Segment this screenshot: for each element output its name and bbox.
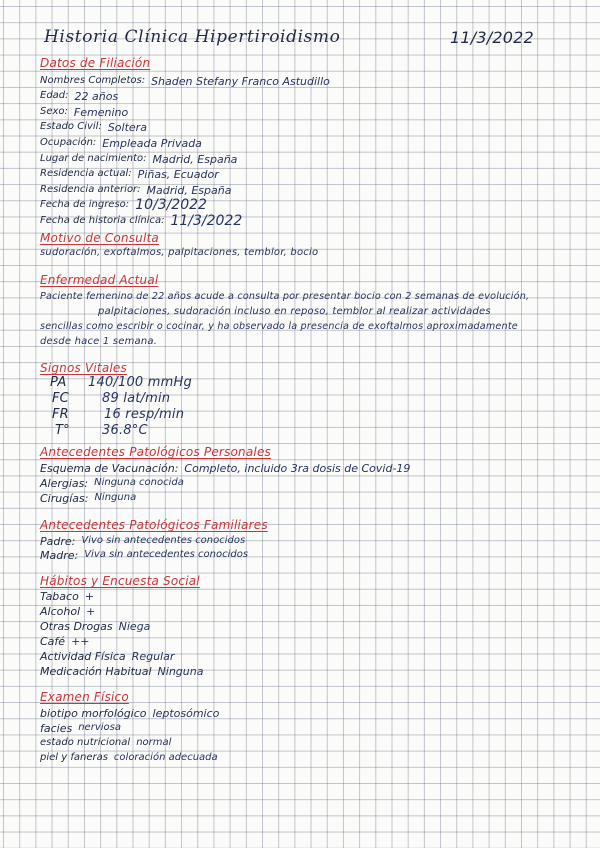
familiares-row [40,549,248,562]
row-value: Ninguna [94,492,137,503]
habitos-row [40,620,150,633]
filiacion-row [40,75,330,88]
vital-value: 140/100 mmHg [88,375,192,390]
motivo-text: sudoración, exoftalmos, palpitaciones, temblor, bocio [40,247,319,258]
habitos-row [40,590,94,603]
row-label: Esquema de Vacunación: [40,462,179,475]
filiacion-row [40,137,202,150]
row-label: Alcohol [40,605,81,618]
row-value: 11/3/2022 [170,213,243,229]
row-value: Soltera [107,121,147,134]
row-label: Residencia actual: [40,168,132,179]
row-label: piel y faneras [40,752,108,763]
filiacion-row [40,215,242,229]
row-value: Empleada Privada [102,137,202,150]
row-value: Ninguna conocida [94,477,184,488]
enfermedad-line: sencillas como escribir o cocinar, y ha observado la presencia de exoftalmos aproximadamente [40,321,518,332]
row-value: nerviosa [78,722,121,733]
examen-row [40,752,218,763]
vital-label: T° [55,423,70,438]
row-label: Sexo: [40,106,68,117]
section-heading-familiares: Antecedentes Patológicos Familiares [40,518,268,532]
row-value: Niega [118,620,151,633]
row-label: Cirugías: [40,492,89,505]
row-label: Madre: [40,549,79,562]
document-title: Historia Clínica Hipertiroidismo [44,27,341,47]
row-label: Residencia anterior: [40,184,141,195]
row-value: Madrid, España [146,184,232,197]
row-value: Viva sin antecedentes conocidos [84,549,249,560]
personales-row [40,477,184,490]
filiacion-row [40,199,207,213]
filiacion-row [40,168,219,181]
row-value: Shaden Stefany Franco Astudillo [151,75,330,88]
row-value: normal [136,737,172,748]
row-label: Edad: [40,90,69,101]
vital-value: 16 resp/min [104,407,185,422]
vital-label: FC [52,391,69,406]
section-heading-examen: Examen Físico [40,690,129,704]
row-label: Nombres Completos: [40,75,146,86]
habitos-row [40,605,95,618]
row-label: Alergias: [40,477,89,490]
examen-row [40,722,121,735]
row-label: Tabaco [40,590,79,603]
section-heading-enfermedad: Enfermedad Actual [40,273,159,287]
row-label: Fecha de ingreso: [40,199,130,210]
habitos-row [40,650,174,663]
row-label: Café [40,635,66,648]
section-heading-vitales: Signos Vitales [40,361,127,375]
vital-label: PA [50,375,67,390]
row-label: Otras Drogas [40,620,113,633]
row-label: Fecha de historia clínica: [40,215,165,226]
row-value: Femenino [73,106,129,119]
vital-label: FR [52,407,69,422]
row-label: Estado Civil: [40,121,102,132]
row-label: facies [40,722,73,735]
enfermedad-line: Paciente femenino de 22 años acude a consulta por presentar bocio con 2 semanas de evolución, [40,291,530,302]
enfermedad-line: palpitaciones, sudoración incluso en reposo, temblor al realizar actividades [98,306,491,317]
row-label: Actividad Física [40,650,126,663]
section-heading-filiacion: Datos de Filiación [40,56,151,70]
row-value: Vivo sin antecedentes conocidos [81,535,246,546]
row-value: Piñas, Ecuador [137,168,219,181]
row-value: 10/3/2022 [135,197,207,213]
filiacion-row [40,90,118,103]
familiares-row [40,535,245,548]
row-value: coloración adecuada [113,752,218,763]
row-value: + [86,605,96,618]
row-value: 22 años [74,90,119,103]
section-heading-personales: Antecedentes Patológicos Personales [40,445,271,459]
row-label: estado nutricional [40,737,131,748]
personales-row [40,492,136,505]
row-value: Madrid, España [152,153,238,166]
document-date: 11/3/2022 [450,28,534,47]
enfermedad-line: desde hace 1 semana. [40,336,158,347]
row-label: Medicación Habitual [40,665,152,678]
section-heading-habitos: Hábitos y Encuesta Social [40,574,200,588]
examen-row [40,707,219,720]
filiacion-row [40,184,231,197]
row-value: leptosómico [152,707,220,720]
row-value: ++ [71,635,90,648]
row-value: Ninguna [157,665,204,678]
row-label: Ocupación: [40,137,97,148]
row-label: biotipo morfológico [40,707,147,720]
row-value: Completo, incluido 3ra dosis de Covid-19 [184,462,411,475]
filiacion-row [40,121,147,134]
row-value: Regular [131,650,175,663]
vital-value: 36.8°C [102,423,148,438]
filiacion-row [40,106,128,119]
habitos-row [40,665,203,678]
vital-value: 89 lat/min [102,391,171,406]
filiacion-row [40,153,237,166]
section-heading-motivo: Motivo de Consulta [40,231,159,245]
habitos-row [40,635,90,648]
row-label: Lugar de nacimiento: [40,153,147,164]
row-value: + [84,590,95,603]
examen-row [40,737,171,748]
personales-row [40,462,410,475]
row-label: Padre: [40,535,76,548]
